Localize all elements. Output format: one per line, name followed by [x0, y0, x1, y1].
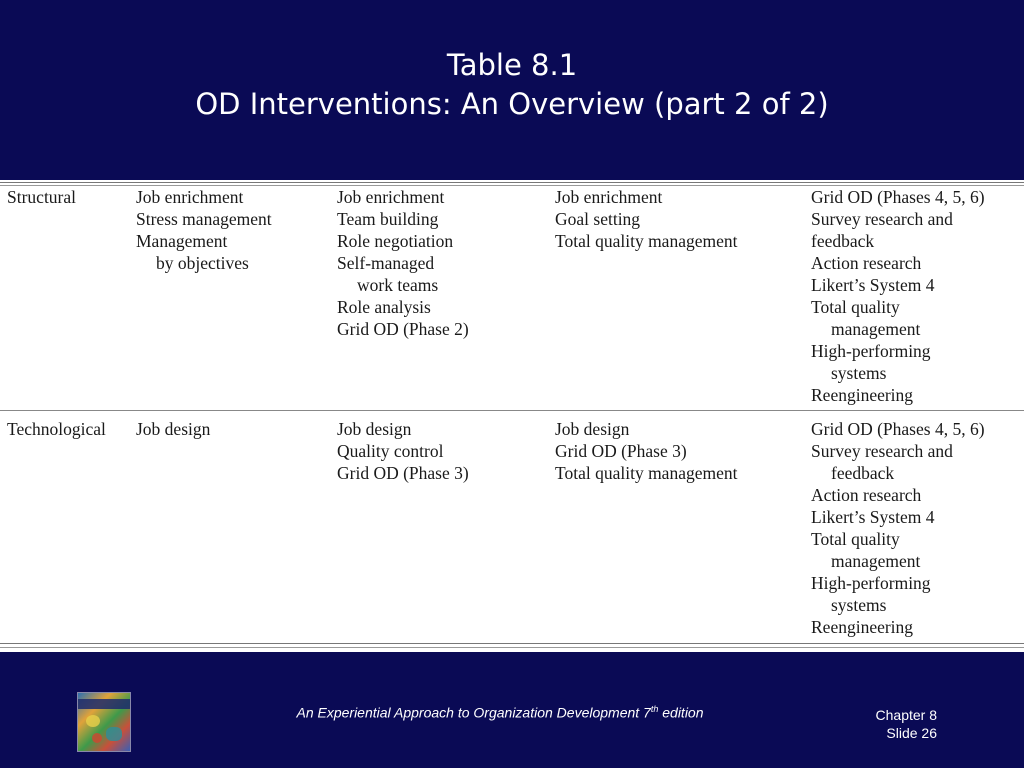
cell-line: Reengineering [811, 617, 914, 637]
row-label: Technological [7, 419, 106, 439]
cell-line: Job enrichment [136, 187, 244, 207]
table-cell [337, 418, 469, 484]
table-cell [136, 418, 210, 440]
cell-line: Management [136, 231, 228, 251]
cell-line: feedback [831, 463, 895, 483]
table-rule-bottom-outer [0, 647, 1024, 648]
table-cell [337, 186, 469, 340]
book-title [0, 704, 1000, 721]
cell-line: Job design [136, 419, 211, 439]
chapter-info [876, 706, 937, 742]
cell-line: Job enrichment [337, 187, 445, 207]
cell-line: systems [831, 363, 887, 383]
book-title-text: An Experiential Approach to Organization Development 7 [296, 704, 651, 721]
cell-line: Stress management [136, 209, 272, 229]
chapter-label: Chapter 8 [875, 707, 937, 723]
cell-line: Job enrichment [555, 187, 663, 207]
cell-line: work teams [357, 275, 439, 295]
cell-line: Team building [337, 209, 439, 229]
table-cell [136, 186, 272, 274]
row-label-technological [7, 418, 106, 440]
cell-line: Grid OD (Phase 3) [555, 441, 687, 461]
cell-line: by objectives [156, 253, 249, 273]
cell-line: Survey research and [811, 441, 953, 461]
edition-superscript: th [650, 704, 659, 714]
cell-line: Role negotiation [337, 231, 454, 251]
slide-header [0, 0, 1024, 180]
table-cell [811, 186, 985, 406]
cell-line: Grid OD (Phases 4, 5, 6) [811, 187, 985, 207]
cell-line: Goal setting [555, 209, 641, 229]
book-cover-image [77, 692, 131, 752]
cell-line: Total quality management [555, 463, 738, 483]
cell-line: management [831, 551, 921, 571]
cell-line: systems [831, 595, 887, 615]
table-cell [555, 418, 737, 484]
cell-line: Action research [811, 253, 922, 273]
table-rule-top [0, 182, 1024, 183]
interventions-table [0, 180, 1024, 652]
slide-number: Slide 26 [886, 725, 937, 741]
cell-line: Likert’s System 4 [811, 507, 935, 527]
cell-line: Role analysis [337, 297, 431, 317]
cell-line: Job design [555, 419, 630, 439]
cell-line: Action research [811, 485, 922, 505]
cell-line: Likert’s System 4 [811, 275, 935, 295]
cell-line: Grid OD (Phase 3) [337, 463, 469, 483]
edition-suffix: edition [658, 704, 704, 721]
cell-line: Grid OD (Phase 2) [337, 319, 469, 339]
cell-line: feedback [811, 231, 875, 251]
cell-line: Self-managed [337, 253, 435, 273]
slide-footer [0, 652, 1024, 768]
table-rule-middle [0, 410, 1024, 411]
table-cell [811, 418, 985, 638]
cell-line: Reengineering [811, 385, 914, 405]
cell-line: management [831, 319, 921, 339]
table-rule-bottom [0, 643, 1024, 644]
row-label: Structural [7, 187, 77, 207]
cell-line: Total quality management [555, 231, 738, 251]
cell-line: High-performing [811, 341, 931, 361]
cell-line: Quality control [337, 441, 444, 461]
row-label-structural [7, 186, 76, 208]
cell-line: Survey research and [811, 209, 953, 229]
cell-line: Total quality [811, 529, 900, 549]
slide-title-line-1: Table 8.1 [446, 48, 578, 82]
cell-line: Job design [337, 419, 412, 439]
cell-line: High-performing [811, 573, 931, 593]
cell-line: Total quality [811, 297, 900, 317]
table-cell [555, 186, 737, 252]
slide-title-line-2: OD Interventions: An Overview (part 2 of 2) [195, 87, 829, 121]
cell-line: Grid OD (Phases 4, 5, 6) [811, 419, 985, 439]
